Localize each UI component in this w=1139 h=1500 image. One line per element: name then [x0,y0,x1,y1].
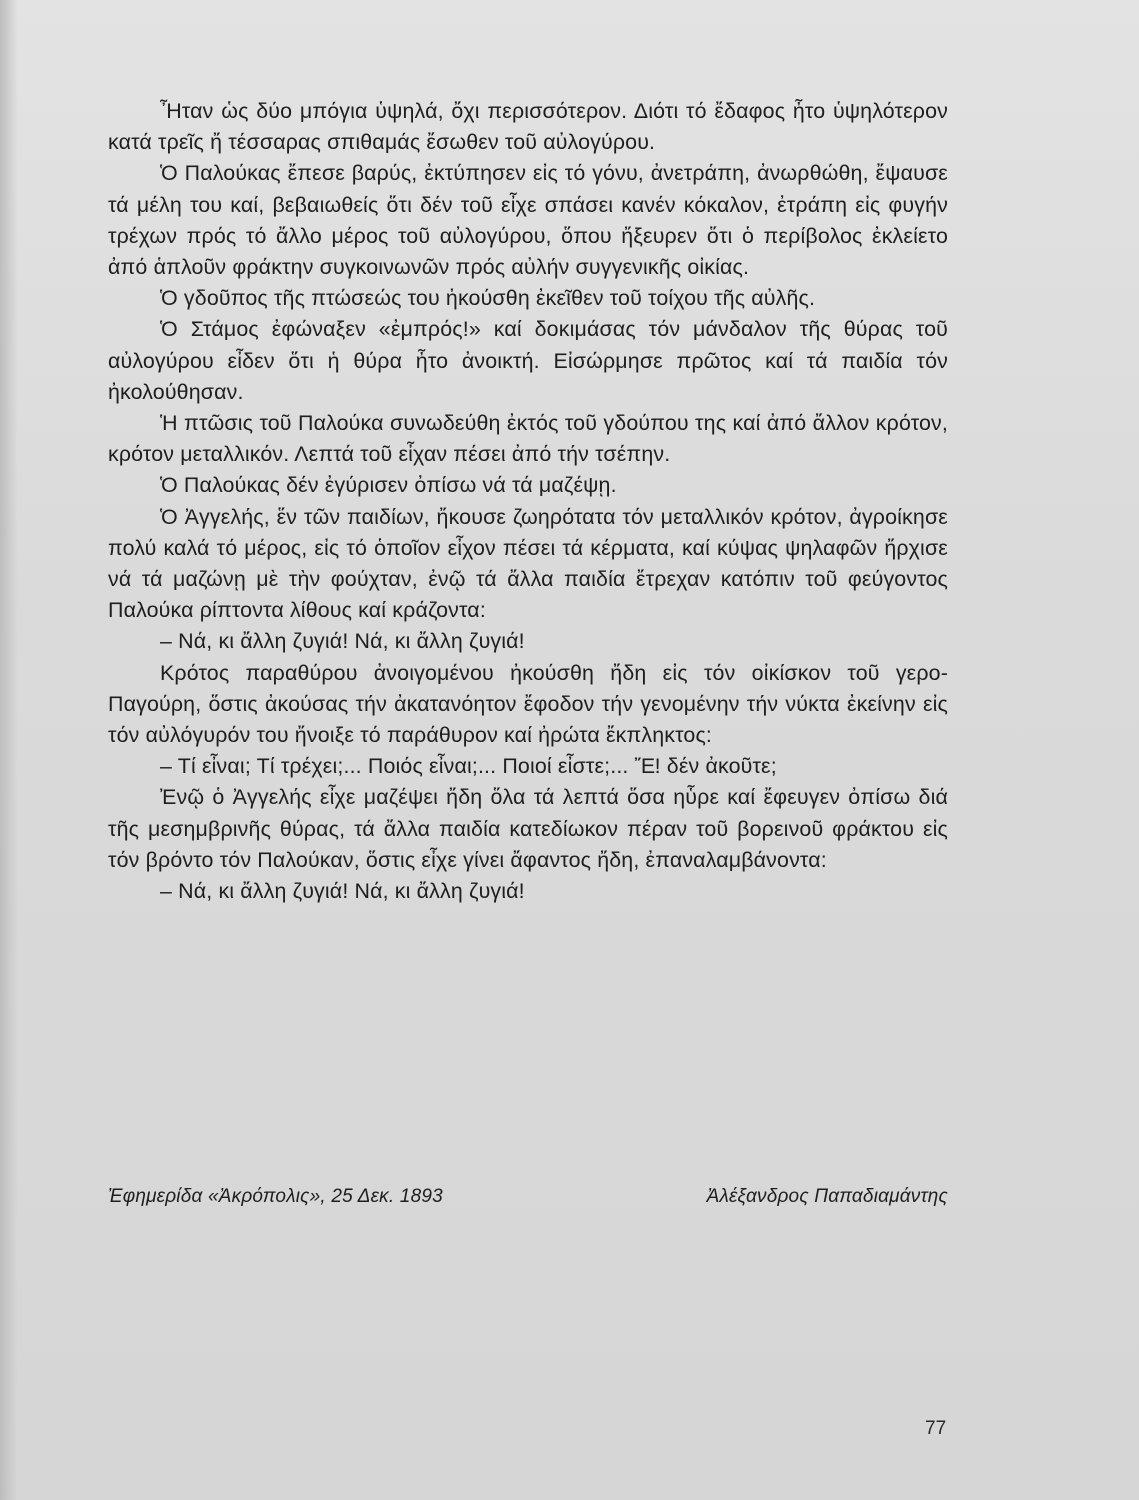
paragraph-5: Ἡ πτῶσις τοῦ Παλούκα συνωδεύθη ἐκτός τοῦ γδούπου της καί ἀπό ἄλλον κρότον, κρότον μεταλλικόν. Λεπτά τοῦ εἶχαν πέσει ἀπό τήν τσέπην. [108,411,948,467]
source-citation: Ἐφημερίδα «Ἀκρόπολις», 25 Δεκ. 1893 [108,1186,443,1207]
paragraph-6: Ὁ Παλούκας δέν ἐγύρισεν ὀπίσω νά τά μαζέψῃ. [160,473,617,498]
author-name: Ἀλέξανδρος Παπαδιαμάντης [706,1186,948,1207]
page-number: 77 [925,1418,947,1439]
paragraph-2: Ὁ Παλούκας ἔπεσε βαρύς, ἐκτύπησεν εἰς τό γόνυ, ἀνετράπη, ἀνωρθώθη, ἔψαυσε τά μέλη του καί, βεβαιωθείς ὅτι δέν τοῦ εἶχε σπάσει κανέν κόκαλον, ἐτράπη εἰς φυγήν τρέχων πρός τό ἄλλο μέρος τοῦ αὐλογύρου, ὅπου ἤξευρεν ὅτι ὁ περίβολος ἐκλείετο ἀπό ἁπλοῦν φράκτην συγκοινωνῶν πρός αὐλήν συγγενικῆς οἰκίας. [108,161,948,280]
paragraph-4: Ὁ Στάμος ἐφώναξεν «ἐμπρός!» καί δοκιμάσας τόν μάνδαλον τῆς θύρας τοῦ αὐλογύρου εἶδεν ὅτι ἡ θύρα ἦτο ἀνοικτή. Εἰσώρμησε πρῶτος καί τά παιδία τόν ἠκολούθησαν. [108,317,948,404]
dialogue-line-2: – Τί εἶναι; Τί τρέχει;... Ποιός εἶναι;... Ποιοί εἶστε;... Ἔ! δέν ἀκοῦτε; [160,754,777,779]
paragraph-1: Ἦταν ὡς δύο μπόγια ὑψηλά, ὄχι περισσότερον. Διότι τό ἔδαφος ἦτο ὑψηλότερον κατά τρεῖς ἤ τέσσαρας σπιθαμάς ἔσωθεν τοῦ αὐλογύρου. [108,99,948,155]
dialogue-line-3: – Νά, κι ἄλλη ζυγιά! Νά, κι ἄλλη ζυγιά! [160,879,525,904]
body-text [108,96,948,907]
paragraph-9: Κρότος παραθύρου ἀνοιγομένου ἠκούσθη ἤδη εἰς τόν οἰκίσκον τοῦ γερο-Παγούρη, ὅστις ἀκούσας τήν ἀκατανόητον ἔφοδον τήν γενομένην τήν νύκτα ἐκείνην εἰς τόν αὐλόγυρόν του ἤνοιξε τό παράθυρον καί ἠρώτα ἔκπληκτος: [108,660,948,748]
dialogue-line-1: – Νά, κι ἄλλη ζυγιά! Νά, κι ἄλλη ζυγιά! [160,629,525,654]
page-fold-shadow [0,0,18,1500]
paragraph-7: Ὁ Ἀγγελής, ἕν τῶν παιδίων, ἤκουσε ζωηρότατα τόν μεταλλικόν κρότον, ἀγροίκησε πολύ καλά τό μέρος, εἰς τό ὁποῖον εἶχον πέσει τά κέρματα, καί κύψας ψηλαφῶν ἤρχισε νά τά μαζώνῃ μὲ τὴν φούχταν, ἐνῷ τά ἄλλα παιδία ἔτρεχαν κατόπιν τοῦ φεύγοντος Παλούκα ρίπτοντα λίθους καί κράζοντα: [108,504,948,623]
paragraph-3: Ὁ γδοῦπος τῆς πτώσεώς του ἠκούσθη ἐκεῖθεν τοῦ τοίχου τῆς αὐλῆς. [160,286,816,311]
source-footer [108,1186,948,1208]
paragraph-11: Ἐνῷ ὁ Ἀγγελής εἶχε μαζέψει ἤδη ὅλα τά λεπτά ὅσα ηὗρε καί ἔφευγεν ὀπίσω διά τῆς μεσημβρινῆς θύρας, τά ἄλλα παιδία κατεδίωκον πέραν τοῦ βορεινοῦ φράκτου εἰς τόν βρόντο τόν Παλούκαν, ὅστις εἶχε γίνει ἄφαντος ἤδη, ἐπαναλαμβάνοντα: [108,785,948,872]
